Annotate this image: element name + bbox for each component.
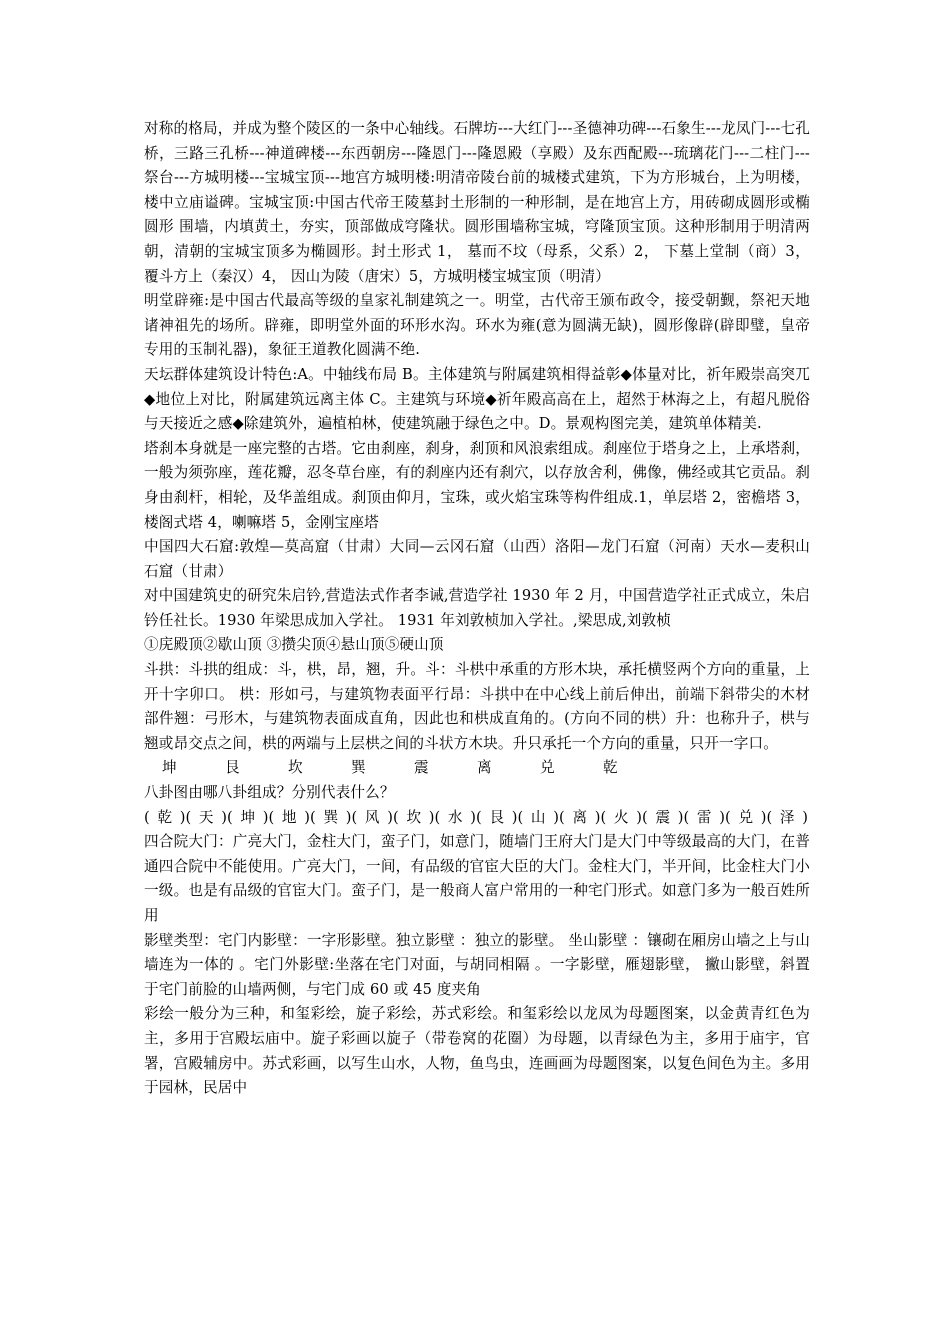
gua-name: 离: [572, 808, 588, 826]
gua-meaning: 地: [281, 808, 297, 826]
paragraph-tasha: 塔刹本身就是一座完整的古塔。它由刹座，刹身，刹顶和风浪索组成。刹座位于塔身之上，上承塔刹，一般为须弥座，莲花瓣，忍冬草台座，有的刹座内还有刹穴，以存放舍利，佛像，佛经或其它贡品。刹身由刹杆，相轮，及华盖组成。刹顶由仰月，宝珠，或火焰宝珠等构件组成.1，单层塔 2，密檐塔 3，楼阁式塔 4，喇嘛塔 5，金刚宝座塔: [144, 439, 810, 531]
gua-name: 兑: [738, 808, 754, 826]
bagua-pair: ( 兑 )( 泽 ): [725, 806, 808, 831]
gua-name: 震: [655, 808, 671, 826]
paragraph-mingtang-biyong: 明堂辟雍:是中国古代最高等级的皇家礼制建筑之一。明堂，古代帝王颁布政令，接受朝觐，祭祀天地诸神祖先的场所。辟雍，即明堂外面的环形水沟。环水为雍(意为圆满无缺)，圆形像辟(辟即璧，皇帝专用的玉制礼器)，象征王道教化圆满不绝.: [144, 292, 810, 359]
gua-meaning: 山: [530, 808, 546, 826]
paragraph-tomb-layout: 对称的格局，并成为整个陵区的一条中心轴线。石牌坊---大红门---圣德神功碑---石象生---龙凤门---七孔桥，三路三孔桥---神道碑楼---东西朝房---隆恩门---隆恩殿（享殿）及东西配殿---琉璃花门---二柱门---祭台---方城明楼---宝城宝顶---地宫方城明楼:明清帝陵台前的城楼式建筑，下为方形城台，上为明楼，楼中立庙谥碑。宝城宝顶:中国古代帝王陵墓封土形制的一种形制，是在地宫上方，用砖砌成圆形或椭圆形 围墙，内填黄土，夯实，顶部做成穹隆状。圆形围墙称宝城，穹隆顶宝顶。这种形制用于明清两朝，清朝的宝城宝顶多为椭圆形。封土形式 1， 墓而不坟（母系，父系）2， 下墓上堂制（商）3， 覆斗方上（秦汉）4， 因山为陵（唐宋）5，方城明楼宝城宝顶（明清）: [144, 120, 810, 285]
paragraph-dougong: 斗拱：斗拱的组成：斗，栱，昂，翘，升。斗：斗栱中承重的方形木块，承托横竖两个方向的重量，上开十字卯口。 栱：形如弓，与建筑物表面平行昂：斗拱中在中心线上前后伸出，前端下斜带尖的木材部件翘：弓形木，与建筑物表面成直角，因此也和栱成直角的。(方向不同的栱）升：也称升子，栱与翘或昂交点之间，栱的两端与上层栱之间的斗状方木块。升只承托一个方向的重量，只开一字口。: [144, 661, 810, 752]
gua-name: 巽: [323, 808, 339, 826]
paragraph-siheyuan-gates: 四合院大门：广亮大门，金柱大门，蛮子门，如意门，随墙门王府大门是大门中等级最高的大门，在普通四合院中不能使用。广亮大门，一间，有品级的官宦大臣的大门。金柱大门，半开间，比金柱大门小一级。也是有品级的官宦大门。蛮子门，是一般商人富户常用的一种宅门形式。如意门多为一般百姓所用: [144, 833, 810, 924]
trigram: 离: [477, 759, 492, 777]
bagua-pair: ( 震 )( 雷 ): [642, 806, 725, 831]
trigram: 巽: [351, 759, 366, 777]
bagua-pair: ( 巽 )( 风 ): [310, 806, 393, 831]
trigram-row: [144, 756, 810, 781]
trigram: 艮: [225, 759, 240, 777]
bagua-question: 八卦图由哪八卦组成？分别代表什么？: [144, 784, 395, 802]
gua-name: 坤: [240, 808, 256, 826]
gua-name: 坎: [406, 808, 422, 826]
gua-name: 乾: [157, 808, 173, 826]
trigram: 坎: [288, 759, 303, 777]
gua-meaning: 雷: [696, 808, 712, 826]
trigram: 兑: [540, 759, 555, 777]
bagua-pair: ( 离 )( 火 ): [559, 806, 642, 831]
trigram: 乾: [603, 759, 618, 777]
bagua-pairs: [144, 806, 810, 831]
trigram: 坤: [162, 759, 177, 777]
gua-meaning: 天: [198, 808, 214, 826]
document-page: [144, 117, 810, 1101]
gua-meaning: 泽: [779, 808, 795, 826]
bagua-pair: ( 艮 )( 山 ): [476, 806, 559, 831]
gua-meaning: 风: [364, 808, 380, 826]
gua-meaning: 水: [447, 808, 463, 826]
paragraph-four-grottoes: 中国四大石窟:敦煌—莫高窟（甘肃）大同—云冈石窟（山西）洛阳—龙门石窟（河南）天水—麦积山石窟（甘肃）: [144, 538, 810, 580]
gua-name: 艮: [489, 808, 505, 826]
paragraph-roof-types: ①庑殿顶②歇山顶 ③攒尖顶④悬山顶⑤硬山顶: [144, 636, 444, 654]
gua-meaning: 火: [613, 808, 629, 826]
paragraph-yingzao-society: 对中国建筑史的研究朱启钤,营造法式作者李诫,营造学社 1930 年 2 月，中国营造学社正式成立，朱启钤任社长。1930 年梁思成加入学社。 1931 年刘敦桢加入学社。,梁思成,刘敦桢: [144, 587, 810, 629]
paragraph-tiantan: 天坛群体建筑设计特色:A。中轴线布局 B。主体建筑与附属建筑相得益彰◆体量对比，祈年殿崇高突兀◆地位上对比，附属建筑远离主体 C。主建筑与环境◆祈年殿高高在上，超然于林海之上，有超凡脱俗与天接近之感◆除建筑外，遍植柏林，使建筑融于绿色之中。D。景观构图完美，建筑单体精美.: [144, 365, 810, 433]
trigram: 震: [414, 759, 429, 777]
bagua-pair: ( 乾 )( 天 ): [144, 806, 227, 831]
bagua-pair: ( 坎 )( 水 ): [393, 806, 476, 831]
bagua-pair: ( 坤 )( 地 ): [227, 806, 310, 831]
paragraph-caihui: 彩绘一般分为三种，和玺彩绘，旋子彩绘，苏式彩绘。和玺彩绘以龙凤为母题图案，以金黄青红色为主，多用于宫殿坛庙中。旋子彩画以旋子（带卷窝的花圈）为母题，以青绿色为主，多用于庙宇，官署，宫殿辅房中。苏式彩画，以写生山水，人物，鱼鸟虫，连画画为母题图案，以复色间色为主。多用于园林，民居中: [144, 1005, 810, 1097]
paragraph-screen-walls: 影壁类型：宅门内影壁：一字形影壁。独立影壁 ：独立的影壁。 坐山影壁 ：镶砌在厢房山墙之上与山墙连为一体的 。宅门外影壁:坐落在宅门对面，与胡同相隔 。一字影壁，雁翅影壁， 撇山影壁，斜置于宅门前脸的山墙两侧，与宅门成 60 或 45 度夹角: [144, 931, 810, 998]
